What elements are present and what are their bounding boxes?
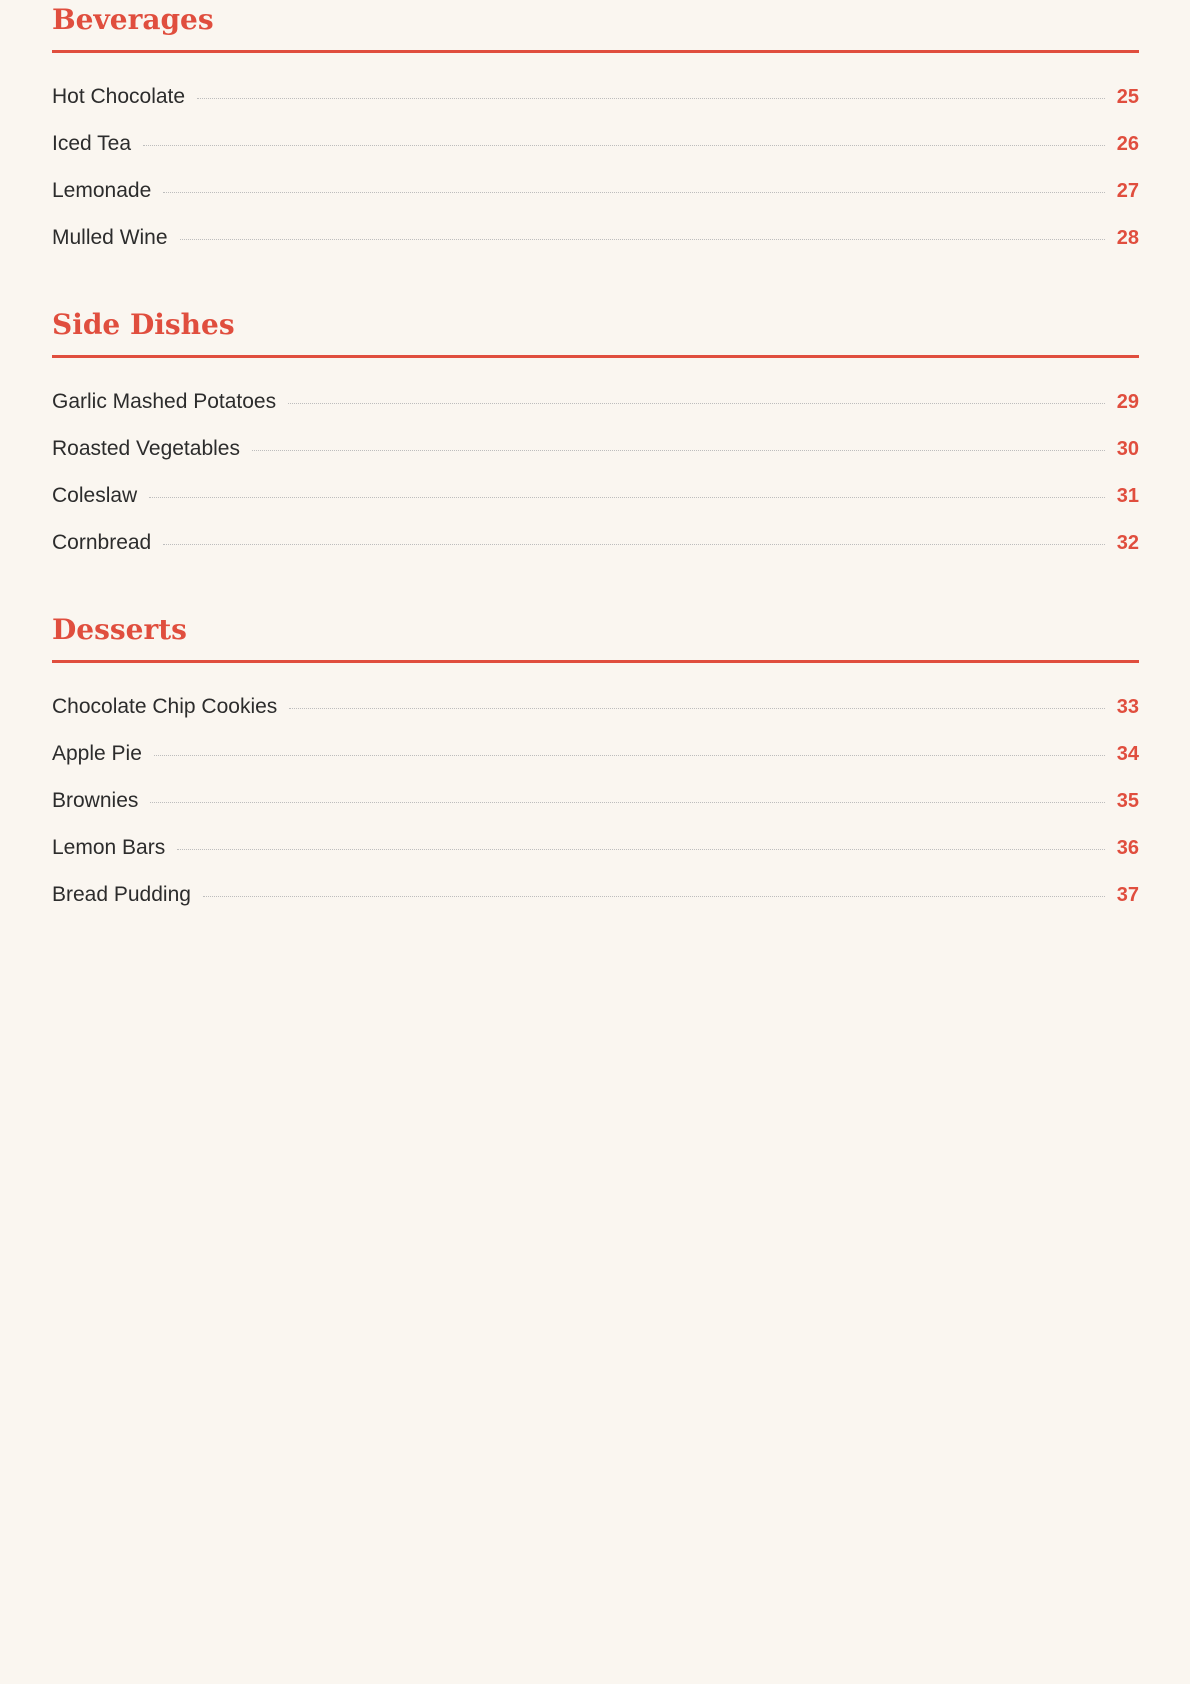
entry-name: Lemonade bbox=[52, 179, 152, 202]
toc-entry[interactable] bbox=[52, 425, 1139, 472]
dot-leader bbox=[177, 849, 1105, 850]
entry-name: Hot Chocolate bbox=[52, 85, 186, 108]
section-beverages bbox=[52, 0, 1139, 261]
entry-name: Lemon Bars bbox=[52, 836, 166, 859]
dot-leader bbox=[163, 192, 1105, 193]
page-number: 26 bbox=[1116, 133, 1139, 155]
entry-name: Apple Pie bbox=[52, 742, 142, 765]
toc-entry[interactable] bbox=[52, 120, 1139, 167]
entry-name: Chocolate Chip Cookies bbox=[52, 695, 278, 718]
dot-leader bbox=[150, 802, 1104, 803]
page-number: 34 bbox=[1116, 743, 1139, 765]
toc-entry[interactable] bbox=[52, 73, 1139, 120]
toc-entry[interactable] bbox=[52, 777, 1139, 824]
toc-entry[interactable] bbox=[52, 214, 1139, 261]
toc-entry[interactable] bbox=[52, 378, 1139, 425]
dot-leader bbox=[180, 239, 1105, 240]
dot-leader bbox=[289, 708, 1104, 709]
entry-name: Garlic Mashed Potatoes bbox=[52, 390, 277, 413]
page-number: 29 bbox=[1116, 391, 1139, 413]
toc-entry[interactable] bbox=[52, 730, 1139, 777]
toc-entry[interactable] bbox=[52, 167, 1139, 214]
entry-name: Roasted Vegetables bbox=[52, 437, 240, 460]
dot-leader bbox=[143, 145, 1105, 146]
dot-leader bbox=[197, 98, 1105, 99]
page-number: 28 bbox=[1116, 227, 1139, 249]
entry-name: Mulled Wine bbox=[52, 226, 168, 249]
toc-entry[interactable] bbox=[52, 871, 1139, 918]
page-number: 35 bbox=[1116, 790, 1139, 812]
dot-leader bbox=[163, 544, 1105, 545]
entry-name: Cornbread bbox=[52, 531, 152, 554]
entry-name: Coleslaw bbox=[52, 484, 138, 507]
dot-leader bbox=[149, 497, 1105, 498]
section-side-dishes bbox=[52, 305, 1139, 566]
dot-leader bbox=[154, 755, 1105, 756]
section-title: Beverages bbox=[52, 0, 1139, 53]
toc-entry[interactable] bbox=[52, 824, 1139, 871]
page-number: 37 bbox=[1116, 884, 1139, 906]
table-of-contents bbox=[52, 0, 1139, 962]
dot-leader bbox=[252, 450, 1105, 451]
dot-leader bbox=[203, 896, 1105, 897]
section-desserts bbox=[52, 610, 1139, 918]
page-number: 36 bbox=[1116, 837, 1139, 859]
section-title: Side Dishes bbox=[52, 305, 1139, 358]
entry-name: Bread Pudding bbox=[52, 883, 191, 906]
page-number: 25 bbox=[1116, 86, 1139, 108]
toc-entry[interactable] bbox=[52, 683, 1139, 730]
section-title: Desserts bbox=[52, 610, 1139, 663]
toc-entry[interactable] bbox=[52, 519, 1139, 566]
page-number: 31 bbox=[1116, 485, 1139, 507]
entry-name: Brownies bbox=[52, 789, 139, 812]
page-number: 32 bbox=[1116, 532, 1139, 554]
page-number: 30 bbox=[1116, 438, 1139, 460]
page-number: 33 bbox=[1116, 696, 1139, 718]
entry-name: Iced Tea bbox=[52, 132, 132, 155]
page-number: 27 bbox=[1116, 180, 1139, 202]
toc-entry[interactable] bbox=[52, 472, 1139, 519]
dot-leader bbox=[288, 403, 1105, 404]
